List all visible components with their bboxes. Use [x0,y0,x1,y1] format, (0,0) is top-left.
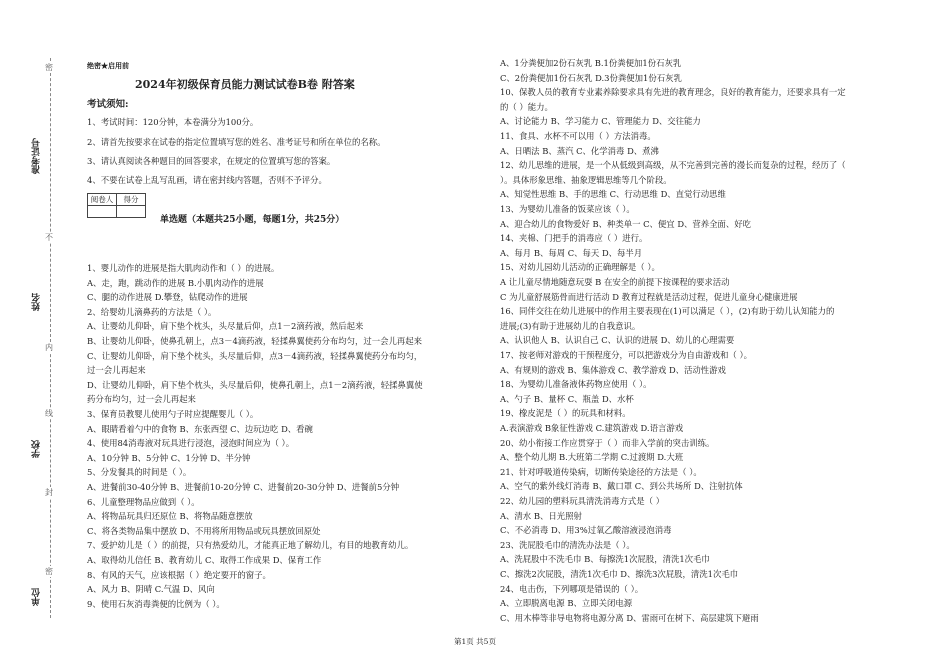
exam-title: 2024年初级保育员能力测试试卷B卷 附答案 [135,78,355,91]
question-line: 21、针对呼吸道传染病，切断传染途径的方法是（ ）。 [500,466,702,477]
page-footer: 第1页 共5页 [454,637,496,646]
question-line: 进展;(3)有助于进展幼儿的自我意识。 [500,320,641,331]
question-line: 11、食具、水杯不可以用（ ）方法消毒。 [500,131,656,141]
notice-title: 考试须知: [87,99,129,110]
question-line: A、清水 B、日光照射 [500,510,582,521]
question-line: 6、儿童整理物品应做到（ ）。 [87,496,200,507]
question-line: 16、同伴交往在幼儿进展中的作用主要表现在(1)可以满足（ ），(2)有助于幼儿认知能力的 [500,306,835,317]
exam-number-label: 准考证号 [32,138,42,174]
score-cell: 得分 [117,194,146,206]
question-line: A、每月 B、每周 C、每天 D、每半月 [500,247,643,258]
question-line: A、取得幼儿信任 B、教育幼儿 C、取得工作成果 D、保育工作 [87,555,322,565]
question-line: A、空气的紫外线灯消毒 B、戴口罩 C、到公共场所 D、注射抗体 [500,481,743,492]
question-line: A、走，跑，跳动作的进展 B.小肌肉动作的进展 [87,277,264,288]
seal-char: 封 [45,488,53,497]
question-line: 12、幼儿思维的进展，是一个从低级到高级，从不完善到完善的漫长而复杂的过程，经历了（ [500,160,846,171]
question-line: A、认识他人 B、认识自己 C、认识的进展 D、幼儿的心理需要 [500,335,735,346]
question-line: 2、给婴幼儿滴鼻药的方法是（ ）。 [87,306,217,317]
question-line: 过一会儿再起来 [87,365,146,376]
score-table [87,193,146,218]
question-line: ）。具体形象思维、抽象逻辑思维等几个阶段。 [500,174,672,185]
question-line: A、眼睛看着勺中的食物 B、东张西望 C、边玩边吃 D、看碗 [87,423,313,434]
question-line: A、勺子 B、量杯 C、瓶盖 D、水杯 [500,393,634,404]
question-line: 14、夹棉、门把手的消毒应（ ）进行。 [500,233,648,244]
question-line: 1、婴儿动作的进展是指大肌肉动作和（ ）的进展。 [87,263,280,273]
question-line: B、让婴幼儿仰卧，使鼻孔朝上，点3－4滴药液，轻揉鼻翼使药分布均匀，过一会儿再起来 [87,336,423,346]
seal-char: 密 [45,567,53,576]
question-line: 10、保教人员的教育专业素养除要求具有先进的教育理念，良好的教育能力，还要求具有一定 [500,87,846,98]
question-line: 15、对幼儿园幼儿活动的正确理解是（ ）。 [500,262,660,273]
grader-blank [88,206,117,218]
grader-cell: 阅卷人 [88,194,117,206]
question-line: C、用木棒等非导电物将电源分离 D、雷雨可在树下、高层建筑下避雨 [500,612,759,623]
question-line: 22、幼儿园的塑料玩具清洗消毒方式是（ ） [500,496,665,506]
question-line: 9、使用石灰消毒粪便的比例为（ ）。 [87,598,225,609]
question-line: 8、有风的天气，应该根据（ ）绝定要开的窗子。 [87,569,271,580]
question-line: 药分布均匀，过一会儿再起来 [87,394,196,405]
question-line: C、将各类物品集中摆放 D、不用将所用物品或玩具摆放回原处 [87,525,321,536]
question-line: A、10分钟 B、5分钟 C、1分钟 D、半分钟 [87,452,251,463]
seal-line [50,58,51,618]
question-line: A、迎合幼儿的食物爱好 B、种类单一 C、便宜 D、营养全面、好吃 [500,218,752,229]
secret-mark: 绝密★启用前 [87,61,129,70]
seal-char: 内 [45,343,53,352]
question-line: A、1分粪便加2份石灰乳 B.1份粪便加1份石灰乳 [500,58,682,68]
notice-item: 2、请首先按要求在试卷的指定位置填写您的姓名、准考证号和所在单位的名称。 [87,137,386,147]
question-line: A、风力 B、阴晴 C.气温 D、风向 [87,584,215,595]
question-line: 23、洗屁股毛巾的清洗办法是（ ）。 [500,539,635,550]
section-title: 单选题（本题共25小题，每题1分，共25分） [160,215,345,225]
question-line: A、有规则的游戏 B、集体游戏 C、教学游戏 D、活动性游戏 [500,364,726,375]
question-line: C、2份粪便加1份石灰乳 D.3份粪便加1份石灰乳 [500,72,682,83]
question-line: A.表演游戏 B象征性游戏 C.建筑游戏 D.语言游戏 [500,423,684,433]
question-line: A、洗屁股中不洗毛巾 B、每擦洗1次屁股，清洗1次毛巾 [500,554,710,565]
question-line: 13、为婴幼儿准备的饭菜应该（ ）。 [500,204,635,214]
question-line: 7、爱护幼儿是（ ）的前提，只有热爱幼儿，才能真正地了解幼儿，有目的地教育幼儿。 [87,540,414,551]
question-line: C、腿的动作进展 D.攀登，钻爬动作的进展 [87,292,248,303]
question-line: C 为儿童舒展筋骨而进行活动 D 教育过程就是活动过程，促进儿童身心健康进展 [500,291,798,302]
question-line: 17、按老师对游戏的干预程度分，可以把游戏分为自由游戏和（ ）。 [500,350,752,360]
question-line: A、整个幼儿期 B.大班第二学期 C.过渡期 D.大班 [500,452,684,463]
question-line: A、讨论能力 B、学习能力 C、管理能力 D、交往能力 [500,116,701,127]
seal-char: 线 [45,409,53,418]
name-label: 姓名 [32,293,42,311]
question-line: 的（ ）能力。 [500,101,553,112]
question-line: A、将物品玩具归还原位 B、将物品随意摆放 [87,511,253,522]
question-line: 24、电击伤，下列哪项是错误的（ ）。 [500,583,644,594]
question-line: A、立即脱离电源 B、立即关闭电源 [500,598,633,609]
binding-margin [0,0,62,671]
question-line: A 让儿童尽情地随意玩耍 B 在安全的前提下按课程的要求活动 [500,277,730,287]
seal-char: 不 [45,233,53,242]
question-line: D、让婴幼儿仰卧，肩下垫个枕头，头尽量后仰，使鼻孔朝上，点1－2滴药液，轻揉鼻翼使 [87,379,423,390]
question-line: 5、分发餐具的时间是（ ）。 [87,467,192,478]
question-line: 18、为婴幼儿准备液体药物应使用（ ）。 [500,379,652,390]
question-line: 19、橡皮泥是（ ）的玩具和材料。 [500,408,631,419]
question-line: 20、幼小衔接工作应贯穿于（ ）而非入学前的突击训练。 [500,437,715,448]
notice-item: 4、不要在试卷上乱写乱画，请在密封线内答题，否则不予评分。 [87,175,327,185]
notice-item: 3、请认真阅读各种题目的回答要求，在规定的位置填写您的答案。 [87,156,336,166]
question-line: C、不必消毒 D、用3%过氧乙酸溶液浸泡消毒 [500,525,672,536]
question-line: A、让婴幼儿仰卧，肩下垫个枕头，头尽量后仰，点1－2滴药液，然后起来 [87,321,364,332]
seal-char: 密 [45,63,53,72]
question-line: C、擦洗2次屁股，清洗1次毛巾 D、擦洗3次屁股，清洗1次毛巾 [500,569,739,579]
school-label: 学校 [32,440,42,458]
question-line: A、日晒法 B、蒸汽 C、化学消毒 D、煮沸 [500,145,659,156]
question-line: 3、保育员教婴儿使用勺子时应提醒婴儿（ ）。 [87,409,259,419]
question-line: 4、使用84消毒液对玩具进行浸泡，浸泡时间应为（ ）。 [87,438,295,449]
score-blank [117,206,146,218]
question-line: A、知觉性思维 B、手的思维 C、行动思维 D、直觉行动思维 [500,189,726,200]
question-line: A、进餐前30-40分钟 B、进餐前10-20分钟 C、进餐前20-30分钟 D、进餐前5分钟 [87,482,400,492]
unit-label: 单位 [32,588,42,606]
notice-item: 1、考试时间：120分钟，本卷满分为100分。 [87,117,259,127]
question-line: C、让婴幼儿仰卧，肩下垫个枕头，头尽量后仰，点3－4滴药液，轻揉鼻翼使药分布均匀， [87,350,423,361]
